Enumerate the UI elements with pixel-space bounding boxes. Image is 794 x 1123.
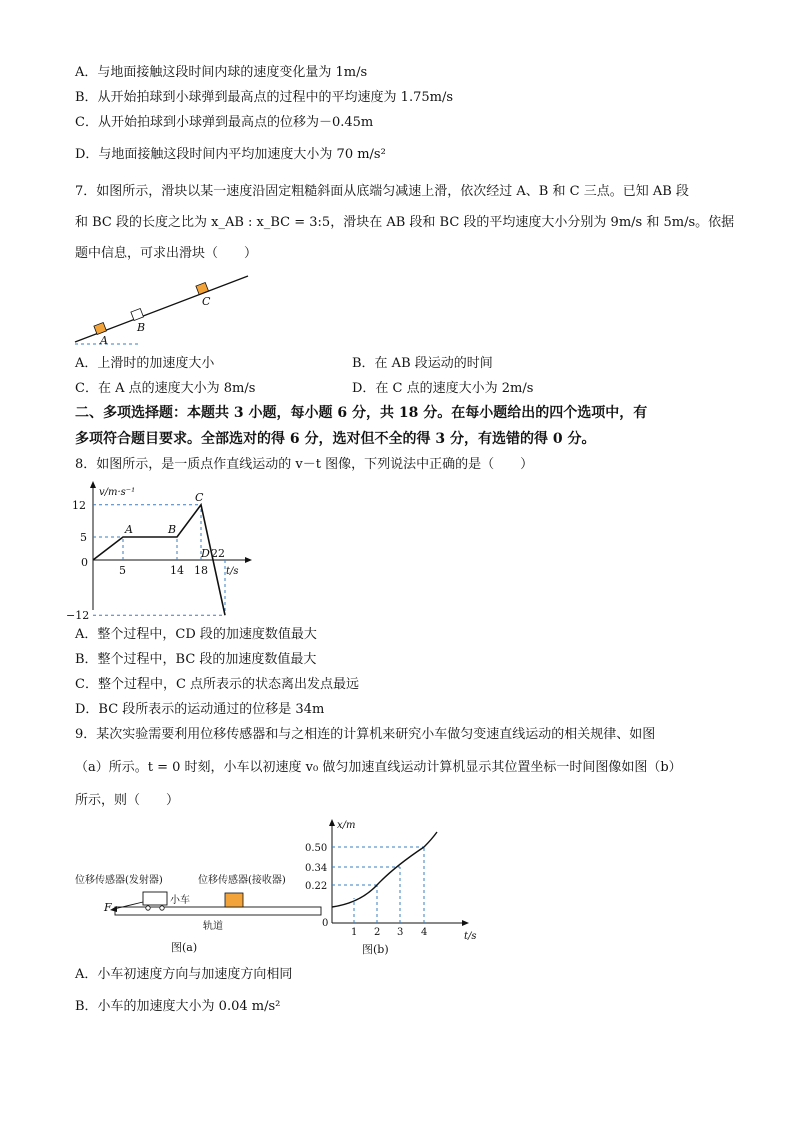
vt-point-b-label: B [168, 523, 177, 536]
receiver-box [225, 893, 243, 907]
vt-ytick-12: 12 [72, 498, 86, 512]
xt-xtick-3: 3 [397, 927, 404, 938]
q8-option-d: D．BC 段所表示的运动通过的位移是 34m [75, 702, 325, 717]
q8-option-a: A．整个过程中，CD 段的加速度数值最大 [75, 627, 317, 642]
xt-ytick-034: 0.34 [305, 863, 328, 874]
q8-stem: 8．如图所示，是一质点作直线运动的 v－t 图像，下列说法中正确的是（ ） [75, 457, 534, 472]
xt-xtick-4: 4 [421, 927, 428, 938]
q6-option-b: B．从开始拍球到小球弹到最高点的过程中的平均速度为 1.75m/s [75, 90, 454, 105]
vt-xtick-18: 18 [194, 564, 208, 577]
q6-option-c: C．从开始拍球到小球弹到最高点的位移为－0.45m [75, 115, 374, 130]
q7-stem-line2: 和 BC 段的长度之比为 x_AB : x_BC = 3:5，滑块在 AB 段和 BC 段的平均速度大小分别为 9m/s 和 5m/s。依据 [75, 215, 735, 230]
q7-point-b-label: B [137, 321, 146, 334]
vt-xtick-22: 22 [211, 547, 225, 560]
xt-curve [332, 832, 437, 907]
car-label: 小车 [170, 895, 190, 906]
vt-point-c-label: C [195, 490, 204, 504]
emitter-box [143, 892, 167, 905]
q9-option-a: A．小车初速度方向与加速度方向相同 [75, 967, 293, 982]
q7-incline-figure [70, 270, 260, 350]
q7-point-c-label: C [202, 295, 211, 308]
q7-stem-line1: 7．如图所示，滑块以某一速度沿固定粗糙斜面从底端匀减速上滑，依次经过 A、B 和 C 三点。已知 AB 段 [75, 184, 689, 199]
figure-b-caption: 图(b) [362, 943, 389, 956]
vt-y-axis-label: v/m·s⁻¹ [99, 487, 136, 498]
xt-x-axis-label: t/s [464, 931, 477, 942]
q9-stem-line1: 9．某次实验需要利用位移传感器和与之相连的计算机来研究小车做匀变速直线运动的相关规律、如图 [75, 727, 656, 742]
xt-ytick-050: 0.50 [305, 843, 328, 854]
q6-option-d: D．与地面接触这段时间内平均加速度大小为 70 m/s² [75, 147, 386, 162]
vt-x-axis-label: t/s [226, 566, 239, 577]
vt-point-d-label: D [201, 547, 210, 560]
xt-ytick-0: 0 [322, 918, 329, 929]
figure-a-caption: 图(a) [171, 941, 198, 954]
xt-y-axis-label: x/m [337, 820, 356, 831]
q9-figure-b [300, 815, 490, 960]
track-label: 轨道 [203, 921, 223, 932]
receiver-label: 位移传感器(接收器) [198, 875, 286, 886]
emitter-label: 位移传感器(发射器) [75, 875, 163, 886]
section2-heading-line1: 二、多项选择题：本题共 3 小题，每小题 6 分，共 18 分。在每小题给出的四个选项中，有 [75, 405, 648, 421]
q9-option-b: B．小车的加速度大小为 0.04 m/s² [75, 999, 281, 1014]
force-label: F [104, 901, 112, 914]
vt-ytick-neg12: −12 [66, 609, 90, 623]
q9-stem-line2: （a）所示。t = 0 时刻，小车以初速度 v₀ 做匀加速直线运动计算机显示其位置坐标一时间图像如图（b） [75, 760, 682, 775]
q8-option-b: B．整个过程中，BC 段的加速度数值最大 [75, 652, 317, 667]
vt-ytick-0: 0 [81, 556, 88, 569]
q7-point-a-label: A [100, 334, 108, 347]
q7-option-a: A．上滑时的加速度大小 [75, 356, 215, 371]
q7-stem-line3: 题中信息，可求出滑块（ ） [75, 246, 258, 261]
vt-point-a-label: A [125, 523, 133, 536]
q9-stem-line3: 所示，则（ ） [75, 793, 180, 808]
vt-ytick-5: 5 [80, 531, 87, 544]
vt-xtick-14: 14 [170, 564, 184, 577]
xt-xtick-1: 1 [351, 927, 358, 938]
q7-option-d: D．在 C 点的速度大小为 2m/s [352, 381, 534, 396]
q7-option-c: C．在 A 点的速度大小为 8m/s [75, 381, 256, 396]
q9-figure-a [70, 865, 300, 960]
q8-option-c: C．整个过程中，C 点所表示的状态离出发点最远 [75, 677, 360, 692]
q8-vt-chart [66, 478, 260, 623]
vt-xtick-5: 5 [119, 564, 126, 577]
section2-heading-line2: 多项符合题目要求。全部选对的得 6 分，选对但不全的得 3 分，有选错的得 0 分。 [75, 431, 596, 447]
xt-ytick-022: 0.22 [305, 881, 328, 892]
q7-option-b: B．在 AB 段运动的时间 [352, 356, 493, 371]
q6-option-a: A．与地面接触这段时间内球的速度变化量为 1m/s [75, 65, 368, 80]
xt-xtick-2: 2 [374, 927, 381, 938]
